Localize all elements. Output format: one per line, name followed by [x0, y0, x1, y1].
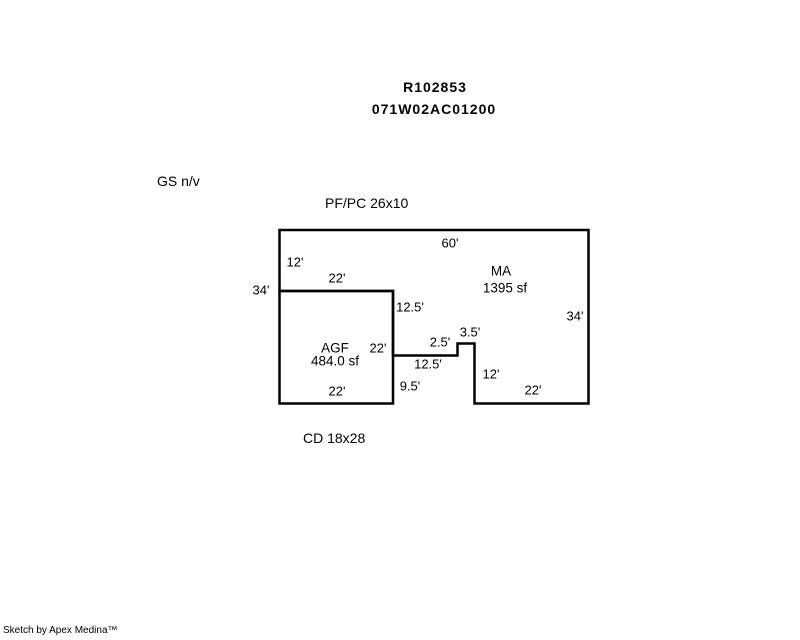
annotation-pf-pc: PF/PC 26x10 [325, 195, 409, 211]
annotation-gs: GS n/v [157, 173, 200, 189]
dim-right-total: 34' [566, 308, 584, 324]
dim-left-upper: 12' [286, 254, 304, 270]
dim-connector-bottom: 12.5' [414, 356, 442, 372]
dim-notch-top: 3.5' [459, 324, 481, 340]
agf-area-code: AGF [321, 340, 349, 356]
dim-top: 60' [441, 235, 459, 251]
agf-area-size: 484.0 sf [310, 353, 360, 369]
dim-agf-top: 22' [328, 270, 346, 286]
record-id-title: R102853 [403, 79, 467, 95]
dim-notch-side: 2.5' [429, 334, 451, 350]
annotation-cd: CD 18x28 [303, 430, 366, 446]
ma-area-size: 1395 sf [482, 280, 528, 296]
dim-step-right: 12' [482, 366, 500, 382]
dim-agf-right-lower: 9.5' [399, 378, 421, 394]
dim-agf-right-upper: 12.5' [396, 299, 424, 315]
dim-agf-right: 22' [369, 340, 387, 356]
parcel-id-title: 071W02AC01200 [371, 101, 497, 117]
dim-left-total: 34' [252, 282, 270, 298]
sketch-credit: Sketch by Apex Medina™ [3, 625, 118, 636]
ma-outline [280, 230, 589, 404]
ma-area-code: MA [490, 263, 512, 279]
dim-agf-bottom: 22' [328, 383, 346, 399]
dim-ma-bottom: 22' [524, 382, 542, 398]
